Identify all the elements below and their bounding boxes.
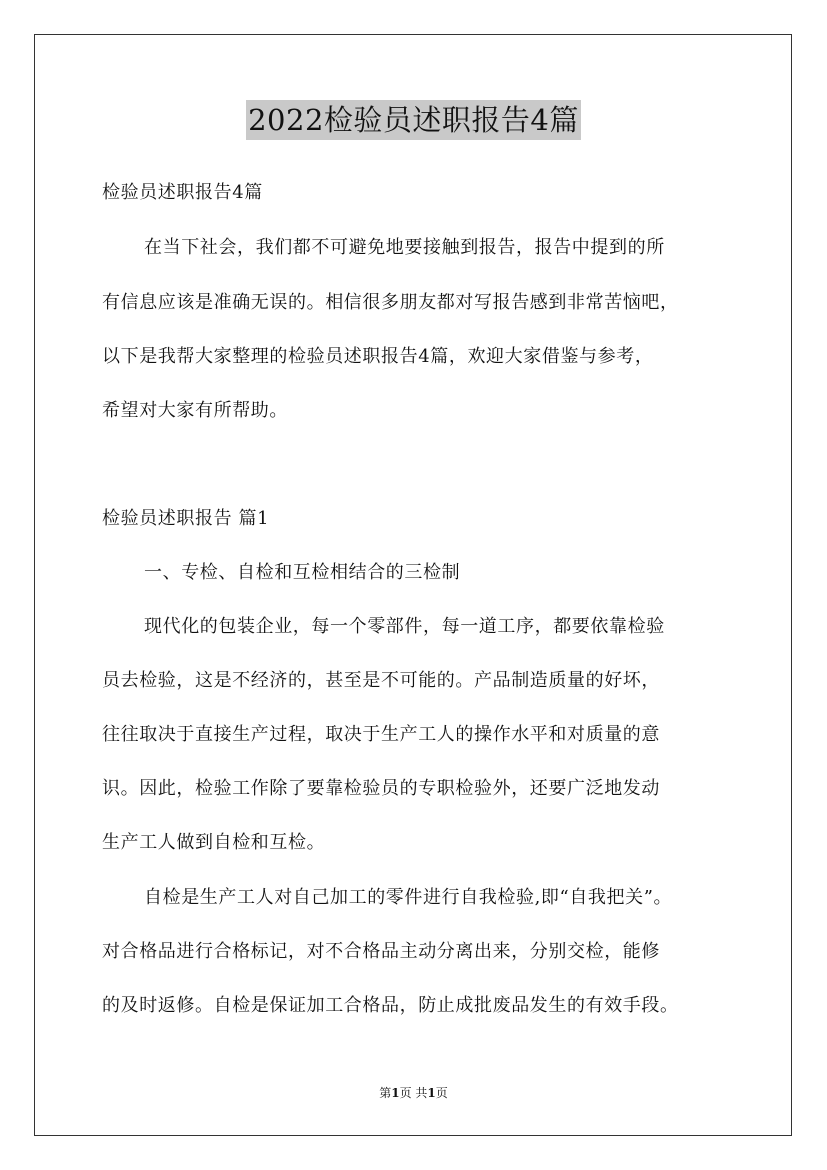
page-prefix: 第 bbox=[379, 1086, 392, 1100]
page-mid: 页 共 bbox=[399, 1086, 428, 1100]
subsection-heading: 一、专检、自检和互检相结合的三检制 bbox=[144, 562, 461, 583]
subtitle-line: 检验员述职报告4篇 bbox=[102, 182, 263, 203]
paragraph-line: 以下是我帮大家整理的检验员述职报告4篇，欢迎大家借鉴与参考， bbox=[102, 346, 654, 367]
paragraph-line: 在当下社会，我们都不可避免地要接触到报告，报告中提到的所 bbox=[144, 237, 665, 258]
document-title: 2022检验员述职报告4篇 bbox=[246, 100, 581, 140]
paragraph-line: 的及时返修。自检是保证加工合格品，防止成批废品发生的有效手段。 bbox=[102, 995, 679, 1016]
page-total: 1 bbox=[427, 1086, 436, 1100]
paragraph-line: 现代化的包装企业，每一个零部件，每一道工序，都要依靠检验 bbox=[144, 616, 665, 637]
paragraph-line: 希望对大家有所帮助。 bbox=[102, 400, 288, 421]
paragraph-line: 有信息应该是准确无误的。相信很多朋友都对写报告感到非常苦恼吧， bbox=[102, 292, 679, 313]
title-wrap bbox=[0, 100, 827, 140]
page-current: 1 bbox=[391, 1086, 400, 1100]
page-footer bbox=[0, 1085, 827, 1101]
paragraph-line: 员去检验，这是不经济的，甚至是不可能的。产品制造质量的好坏， bbox=[102, 670, 660, 691]
paragraph-line: 生产工人做到自检和互检。 bbox=[102, 832, 326, 853]
section-heading: 检验员述职报告 篇1 bbox=[102, 508, 270, 529]
page-suffix: 页 bbox=[435, 1086, 448, 1100]
paragraph-line: 对合格品进行合格标记，对不合格品主动分离出来，分别交检，能修 bbox=[102, 941, 660, 962]
paragraph-line: 往往取决于直接生产过程，取决于生产工人的操作水平和对质量的意 bbox=[102, 724, 660, 745]
paragraph-line: 自检是生产工人对自己加工的零件进行自我检验,即“自我把关”。 bbox=[144, 887, 673, 908]
paragraph-line: 识。因此，检验工作除了要靠检验员的专职检验外，还要广泛地发动 bbox=[102, 778, 660, 799]
